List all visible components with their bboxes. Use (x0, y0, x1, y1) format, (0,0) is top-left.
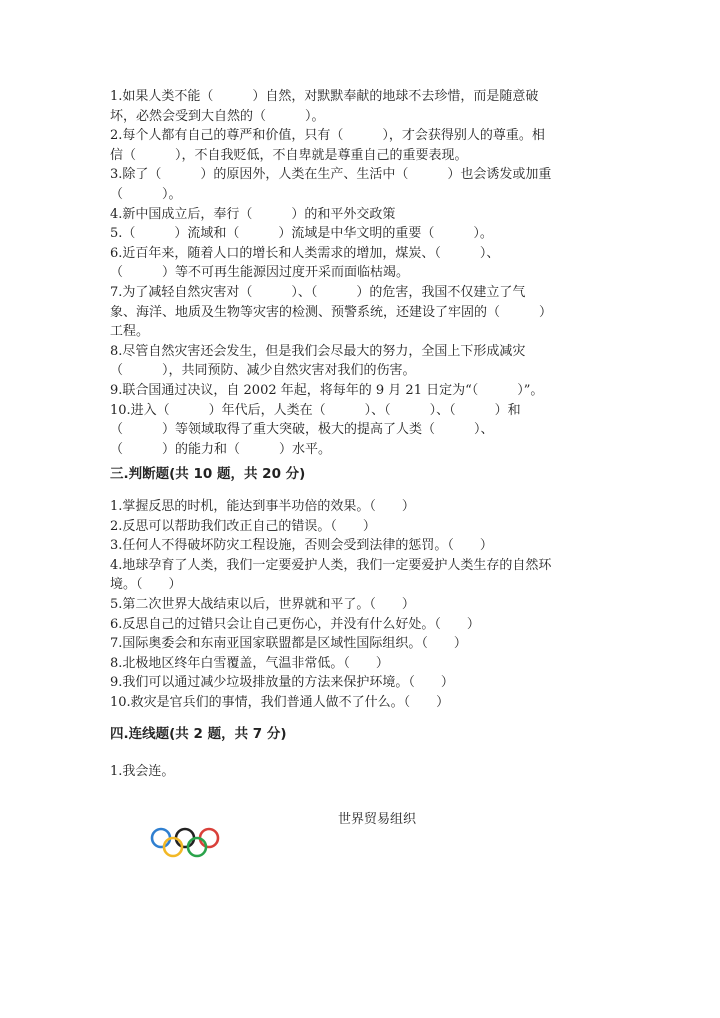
question-line: 5.（ ）流域和（ ）流域是中华文明的重要（ ）。 (110, 226, 493, 242)
ring-red (200, 829, 218, 847)
ring-black (176, 829, 194, 847)
question-line: 1.如果人类不能（ ）自然，对默默奉献的地球不去珍惜，而是随意破 (110, 89, 539, 104)
judgment-line: 7.国际奥委会和东南亚国家联盟都是区域性国际组织。（ ） (110, 636, 467, 652)
olympic-rings-icon (150, 826, 220, 860)
question-line: （ ）。 (110, 186, 182, 202)
judgment-line: 境。（ ） (110, 577, 182, 593)
question-line: 信（ ），不自我贬低，不自卑就是尊重自己的重要表现。 (110, 147, 468, 163)
section-4-title: 四.连线题(共 2 题，共 7 分) (110, 726, 287, 742)
question-line: 3.除了（ ）的原因外，人类在生产、生活中（ ）也会诱发或加重 (110, 167, 552, 183)
judgment-line: 9.我们可以通过减少垃圾排放量的方法来保护环境。（ ） (110, 675, 454, 691)
question-line: 2.每个人都有自己的尊严和价值，只有（ ），才会获得别人的尊重。相 (110, 128, 545, 144)
judgment-line: 8.北极地区终年白雪覆盖，气温非常低。（ ） (110, 655, 389, 671)
question-line: 7.为了减轻自然灾害对（ ）、（ ）的危害，我国不仅建立了气 (110, 284, 526, 300)
question-line: （ ）等领域取得了重大突破，极大的提高了人类（ ）、 (110, 422, 494, 438)
matching-label-wto: 世界贸易组织 (338, 812, 417, 827)
judgment-line: 1.掌握反思的时机，能达到事半功倍的效果。（ ） (110, 499, 415, 514)
true-false-section (110, 497, 610, 713)
judgment-line: 4.地球孕育了人类，我们一定要爱护人类，我们一定要爱护人类生存的自然环 (110, 557, 552, 573)
judgment-line: 3.任何人不得破坏防灾工程设施，否则会受到法律的惩罚。（ ） (110, 538, 493, 554)
ring-yellow (164, 838, 182, 856)
question-line: 8.尽管自然灾害还会发生，但是我们会尽最大的努力，全国上下形成减灾 (110, 343, 526, 359)
ring-blue (152, 829, 170, 847)
question-line: 象、海洋、地质及生物等灾害的检测、预警系统，还建设了牢固的（ ） (110, 304, 553, 320)
judgment-line: 5.第二次世界大战结束以后，世界就和平了。（ ） (110, 596, 415, 612)
question-line: 4.新中国成立后，奉行（ ）的和平外交政策 (110, 206, 396, 222)
question-line: （ ）等不可再生能源因过度开采而面临枯竭。 (110, 265, 410, 281)
question-line: 工程。 (110, 324, 150, 340)
judgment-line: 6.反思自己的过错只会让自己更伤心，并没有什么好处。（ ） (110, 616, 480, 632)
matching-question-intro: 1.我会连。 (110, 764, 175, 779)
section-3-title: 三.判断题(共 10 题，共 20 分) (110, 466, 306, 482)
fill-in-blank-section (110, 87, 610, 459)
question-line: 10.进入（ ）年代后，人类在（ ）、（ ）、（ ）和 (110, 402, 521, 418)
ring-green (188, 838, 206, 856)
question-line: 6.近百年来，随着人口的增长和人类需求的增加，煤炭、（ ）、 (110, 245, 500, 261)
question-line: （ ）的能力和（ ）水平。 (110, 441, 332, 457)
judgment-line: 2.反思可以帮助我们改正自己的错误。（ ） (110, 518, 376, 534)
question-line: 9.联合国通过决议，自 2002 年起，将每年的 9 月 21 日定为“（ ）”。 (110, 382, 544, 398)
judgment-line: 10.救灾是官兵们的事情，我们普通人做不了什么。（ ） (110, 694, 450, 710)
question-line: （ ），共同预防、减少自然灾害对我们的伤害。 (110, 363, 416, 379)
question-line: 坏，必然会受到大自然的（ ）。 (110, 108, 325, 124)
